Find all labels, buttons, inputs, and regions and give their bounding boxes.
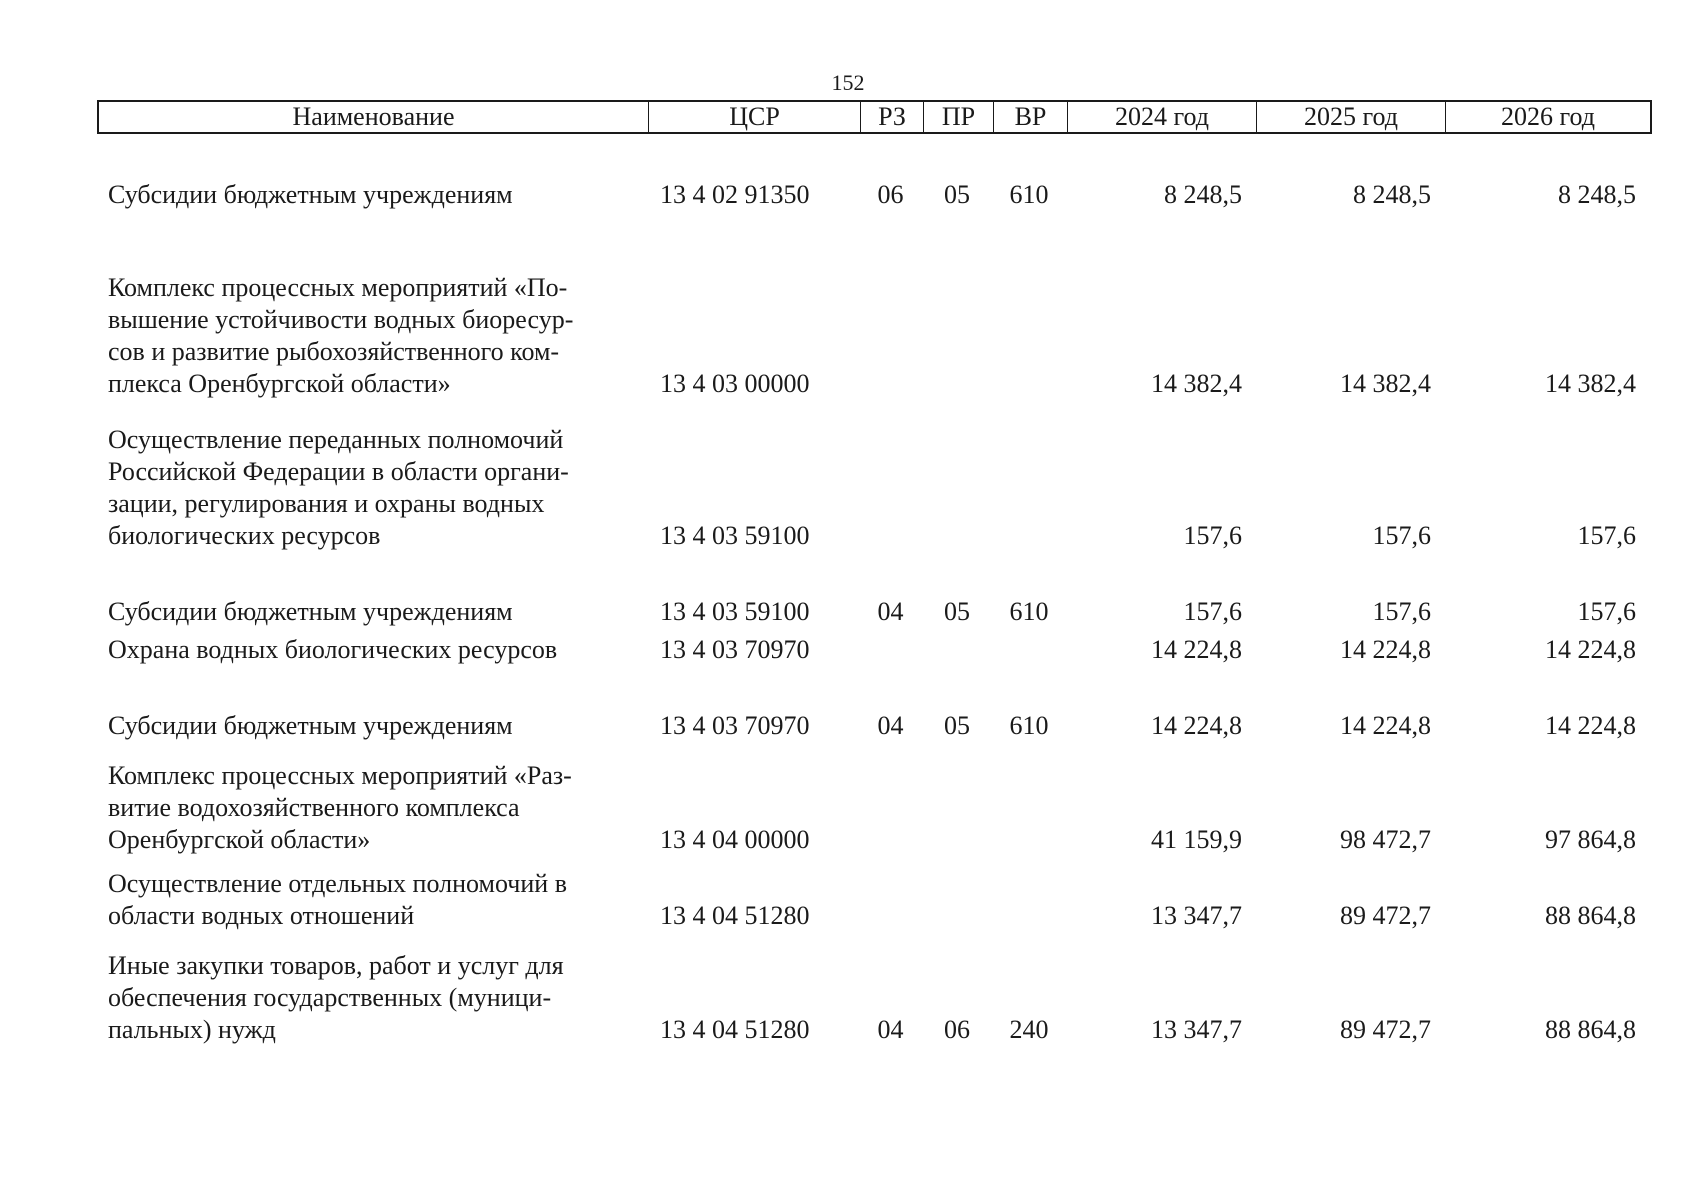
row-csr: 13 4 04 51280 [660,1015,810,1044]
row-value-2026: 97 864,8 [1545,825,1636,854]
row-vr: 610 [1009,180,1049,209]
row-value-2026: 14 224,8 [1545,635,1636,664]
row-vr: 240 [1009,1015,1049,1044]
table-row [97,272,1652,400]
table-row [97,868,1652,932]
row-value-2024: 13 347,7 [1151,901,1242,930]
row-value-2025: 157,6 [1372,521,1431,550]
row-name: Субсидии бюджетным учреждениям [108,180,513,209]
row-value-2025: 14 224,8 [1340,711,1431,740]
row-name: Субсидии бюджетным учреждениям [108,711,513,740]
row-csr: 13 4 03 59100 [660,521,810,550]
row-csr: 13 4 03 59100 [660,597,810,626]
row-value-2024: 14 224,8 [1151,711,1242,740]
row-value-2026: 157,6 [1577,597,1636,626]
header-year-2024: 2024 год [1068,102,1257,132]
row-rz: 04 [877,597,904,626]
row-csr: 13 4 04 00000 [660,825,810,854]
table-row [97,424,1652,552]
table-row [97,710,1652,742]
row-value-2024: 14 382,4 [1151,369,1242,398]
row-pr: 05 [944,597,970,626]
row-rz: 04 [877,1015,904,1044]
row-name: Охрана водных биологических ресурсов [108,635,558,664]
row-rz: 06 [877,180,904,209]
row-value-2025: 98 472,7 [1340,825,1431,854]
row-name: Комплекс процессных мероприятий «По- вышение устойчивости водных биоресур- сов и развитие рыбохозяйственного ком- плекса Оренбургской области» [108,273,574,398]
page-number: 152 [831,70,865,95]
header-year-2026: 2026 год [1501,102,1595,131]
row-name: Осуществление переданных полномочий Российской Федерации в области органи- зации, регулирования и охраны водных биологических ресурсов [108,425,569,550]
row-pr: 05 [944,180,970,209]
header-rz: РЗ [861,102,924,132]
header-vr: ВР [994,102,1068,132]
row-value-2026: 88 864,8 [1545,1015,1636,1044]
row-value-2026: 157,6 [1577,521,1636,550]
table-row [97,760,1652,856]
row-value-2025: 157,6 [1372,597,1431,626]
row-value-2024: 13 347,7 [1151,1015,1242,1044]
row-value-2026: 8 248,5 [1558,180,1636,209]
table-row [97,596,1652,628]
row-value-2024: 8 248,5 [1164,180,1242,209]
row-csr: 13 4 04 51280 [660,901,810,930]
row-name: Субсидии бюджетным учреждениям [108,597,513,626]
row-value-2026: 14 382,4 [1545,369,1636,398]
row-name: Осуществление отдельных полномочий в области водных отношений [108,869,567,930]
row-pr: 06 [944,1015,970,1044]
row-value-2025: 14 224,8 [1340,635,1431,664]
row-value-2024: 14 224,8 [1151,635,1242,664]
row-name: Иные закупки товаров, работ и услуг для обеспечения государственных (муници- пальных) нужд [108,951,564,1044]
row-value-2024: 41 159,9 [1151,825,1242,854]
row-vr: 610 [1009,711,1049,740]
header-name: Наименование [99,102,649,132]
row-pr: 05 [944,711,970,740]
row-value-2024: 157,6 [1183,521,1242,550]
row-rz: 04 [877,711,904,740]
header-pr: ПР [924,102,994,132]
row-csr: 13 4 03 00000 [660,369,810,398]
row-csr: 13 4 03 70970 [660,635,810,664]
row-name: Комплекс процессных мероприятий «Раз- витие водохозяйственного комплекса Оренбургской области» [108,761,572,854]
table-row [97,950,1652,1046]
row-csr: 13 4 02 91350 [660,180,810,209]
header-csr: ЦСР [649,102,861,132]
header-year-2025: 2025 год [1257,102,1446,132]
table-row [97,179,1652,211]
row-value-2025: 14 382,4 [1340,369,1431,398]
row-vr: 610 [1009,597,1049,626]
row-value-2025: 89 472,7 [1340,901,1431,930]
row-value-2025: 8 248,5 [1353,180,1431,209]
row-value-2026: 88 864,8 [1545,901,1636,930]
table-row [97,634,1652,666]
row-value-2024: 157,6 [1183,597,1242,626]
table-header [97,100,1652,134]
row-csr: 13 4 03 70970 [660,711,810,740]
row-value-2025: 89 472,7 [1340,1015,1431,1044]
row-value-2026: 14 224,8 [1545,711,1636,740]
